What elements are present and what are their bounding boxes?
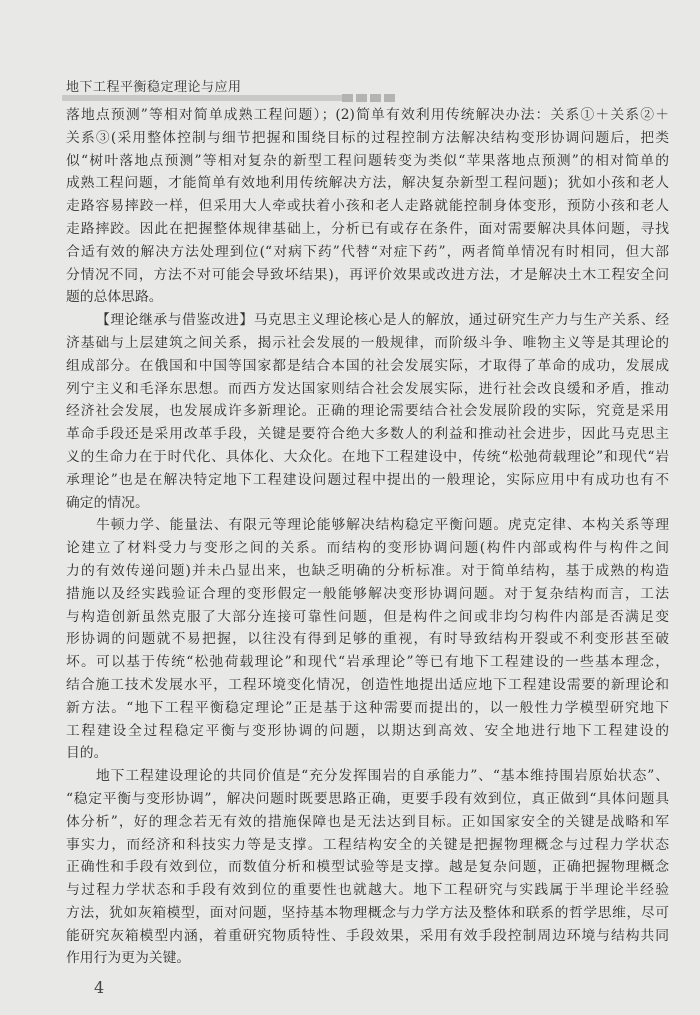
header-rule-block xyxy=(370,94,381,102)
text-line: 成熟工程问题，才能简单有效地利用传统解决方法，解决复杂新型工程问题)；犹如小孩和老人 xyxy=(66,175,669,192)
text-line: 力的有效传递问题)并未凸显出来，也缺乏明确的分析标准。对于简单结构，基于成熟的构造 xyxy=(66,562,669,579)
text-line: 与构造创新虽然克服了大部分连接可靠性问题，但是构件之间或非均匀构件内部是否满足变 xyxy=(66,608,669,625)
text-line: 合适有效的解决方法处理到位(“对病下药”代替“对症下药”，两者简单情况有时相同，但大部 xyxy=(66,243,669,260)
text-line: 与过程力学状态和手段有效到位的重要性也就越大。地下工程研究与实践属于半理论半经验 xyxy=(66,882,669,899)
page-number: 4 xyxy=(94,978,105,997)
text-line: 革命手段还是采用改革手段，关键是要符合绝大多数人的利益和推动社会进步，因此马克思主 xyxy=(66,426,669,443)
text-line: 似“树叶落地点预测”等相对复杂的新型工程问题转变为类似“苹果落地点预测”的相对简单的 xyxy=(66,152,669,169)
text-line: 作用行为更为关键。 xyxy=(66,950,191,967)
header-rule xyxy=(62,95,352,101)
text-line: 走路摔跤。因此在把握整体规律基础上，分析已有或存在条件，面对需要解决具体问题，寻找 xyxy=(66,220,669,237)
text-line: 牛顿力学、能量法、有限元等理论能够解决结构稳定平衡问题。虎克定律、本构关系等理 xyxy=(96,517,669,534)
text-line: 措施以及经实践验证合理的变形假定一般能够解决变形协调问题。对于复杂结构而言，工法 xyxy=(66,585,669,602)
text-line: 承理论”也是在解决特定地下工程建设问题过程中提出的一般理论，实际应用中有成功也有不 xyxy=(66,471,669,488)
text-line: 走路容易摔跤一样，但采用大人牵或扶着小孩和老人走路就能控制身体变形，预防小孩和老人 xyxy=(66,198,669,215)
text-line: 新方法。“地下工程平衡稳定理论”正是基于这种需要而提出的，以一般性力学模型研究地下 xyxy=(66,699,669,716)
text-line: 经济社会发展，也发展成许多新理论。正确的理论需要结合社会发展阶段的实际，究竟是采用 xyxy=(66,403,669,420)
paragraph xyxy=(66,104,669,309)
header-rule-block xyxy=(384,94,395,102)
text-line: 济基础与上层建筑之间关系，揭示社会发展的一般规律，而阶级斗争、唯物主义等是其理论的 xyxy=(66,334,669,351)
text-line: 组成部分。在俄国和中国等国家都是结合本国的社会发展实际，才取得了革命的成功，发展成 xyxy=(66,357,669,374)
text-line: 工程建设全过程稳定平衡与变形协调的问题，以期达到高效、安全地进行地下工程建设的 xyxy=(66,722,669,739)
text-line: 能研究灰箱模型内涵，着重研究物质特性、手段效果，采用有效手段控制周边环境与结构共同 xyxy=(66,927,669,944)
text-line: 题的总体思路。 xyxy=(66,289,163,306)
text-line: 目的。 xyxy=(66,745,108,762)
text-line: 体分析”，好的理念若无有效的措施保障也是无法达到目标。正如国家安全的关键是战略和军 xyxy=(66,813,669,830)
text-line: 义的生命力在于时代化、具体化、大众化。在地下工程建设中，传统“松弛荷载理论”和现代“岩 xyxy=(66,448,669,465)
body-text xyxy=(66,104,669,970)
text-line: 结合施工技术发展水平，工程环境变化情况，创造性地提出适应地下工程建设需要的新理论和 xyxy=(66,676,669,693)
text-line: 落地点预测”等相对简单成熟工程问题）；(2)简单有效利用传统解决办法：关系①＋关系②＋ xyxy=(66,107,669,123)
header-rule-block xyxy=(356,94,367,102)
text-line: 列宁主义和毛泽东思想。而西方发达国家则结合社会发展实际，进行社会改良缓和矛盾，推动 xyxy=(66,380,669,397)
paragraph xyxy=(66,765,669,970)
paragraph xyxy=(66,514,669,765)
text-line: 确定的情况。 xyxy=(66,494,149,511)
text-line: 正确性和手段有效到位，而数值分析和模型试验等是支撑。越是复杂问题，正确把握物理概念 xyxy=(66,859,669,876)
text-line: 地下工程建设理论的共同价值是“充分发挥围岩的自承能力”、“基本维持围岩原始状态”、 xyxy=(96,768,669,785)
text-line: 分情况不同，方法不对可能会导致坏结果)，再评价效果或改进方法，才是解决土木工程安全问 xyxy=(66,266,669,283)
running-head-title: 地下工程平衡稳定理论与应用 xyxy=(66,80,242,95)
text-line: 关系③(采用整体控制与细节把握和围绕目标的过程控制方法解决结构变形协调问题后，把类 xyxy=(66,129,669,146)
text-line: 方法，犹如灰箱模型，面对问题，坚持基本物理概念与力学方法及整体和联系的哲学思维，尽可 xyxy=(66,904,669,921)
text-line: 事实力，而经济和科技实力等是支撑。工程结构安全的关键是把握物理概念与过程力学状态 xyxy=(66,836,669,853)
text-line: 【理论继承与借鉴改进】马克思主义理论核心是人的解放，通过研究生产力与生产关系、经 xyxy=(96,312,669,329)
text-line: 坏。可以基于传统“松弛荷载理论”和现代“岩承理论”等已有地下工程建设的一些基本理念， xyxy=(66,654,669,671)
header-rule-block xyxy=(342,94,353,102)
text-line: 形协调的问题就不易把握，以往没有得到足够的重视，有时导致结构开裂或不利变形甚至破 xyxy=(66,631,669,648)
text-line: 论建立了材料受力与变形之间的关系。而结构的变形协调问题(构件内部或构件与构件之间 xyxy=(66,540,669,557)
text-line: “稳定平衡与变形协调”，解决问题时既要思路正确，更要手段有效到位，真正做到“具体问题具 xyxy=(66,790,669,807)
paragraph xyxy=(66,309,669,514)
